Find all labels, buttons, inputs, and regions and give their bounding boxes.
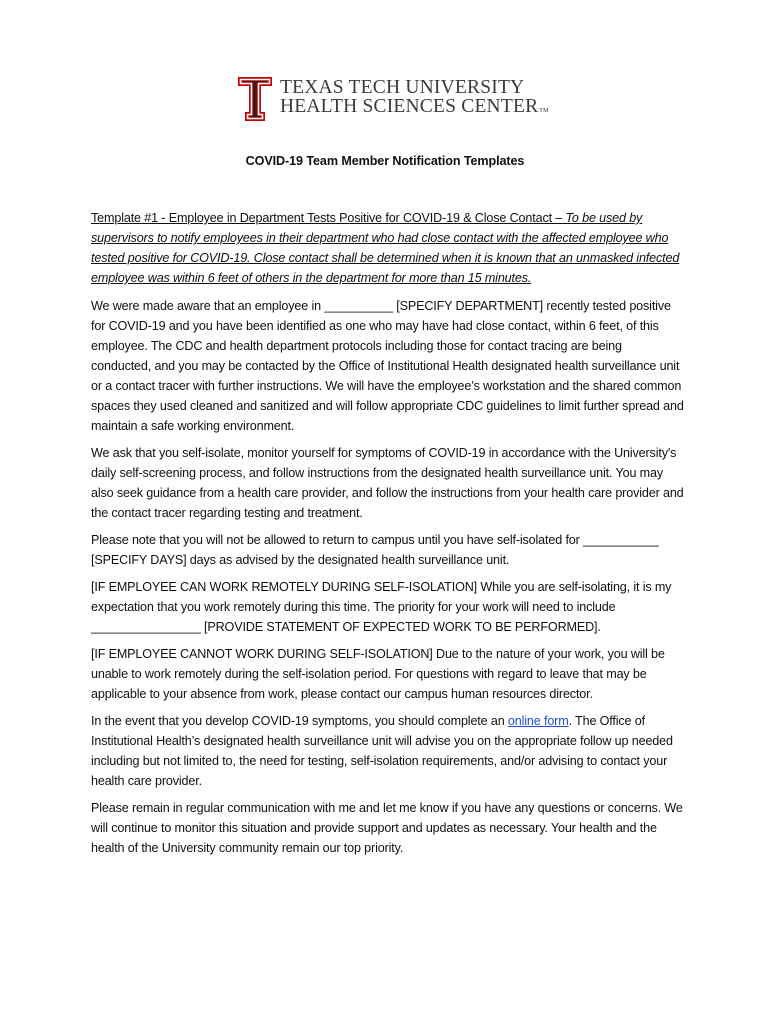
- template-heading: [91, 208, 685, 288]
- logo-line-university: TEXAS TECH UNIVERSITY: [280, 76, 525, 98]
- paragraph-closing: Please remain in regular communication with me and let me know if you have any questions or concerns. We will continue to monitor this situation and provide support and updates as necessary. Your health and the health of the University community remain our top priority.: [91, 801, 683, 855]
- paragraph-return-campus: Please note that you will not be allowed to return to campus until you have self-isolated for ___________ [SPECIFY DAYS] days as advised by the designated health surveillance unit.: [91, 533, 659, 567]
- paragraph-work-remotely: [IF EMPLOYEE CAN WORK REMOTELY DURING SELF-ISOLATION] While you are self-isolating, it is my expectation that you work remotely during this time. The priority for your work will need to include ________________ [PROVIDE STATEMENT OF EXPECTED WORK TO BE PERFORMED].: [91, 580, 672, 634]
- template-label: Template #1 - Employee in Department Tests Positive for COVID-19 & Close Contact –: [91, 211, 566, 225]
- paragraph-symptoms: [91, 711, 685, 791]
- symptoms-text-before: In the event that you develop COVID-19 symptoms, you should complete an: [91, 714, 508, 728]
- document-body: [91, 208, 685, 865]
- logo-line-hsc: [280, 97, 549, 121]
- document-title: COVID-19 Team Member Notification Templates: [245, 154, 525, 168]
- template-note: To be used by supervisors to notify employees in their department who had close contact with the affected employee who tested positive for COVID-19. Close contact shall be determined when it is known that an unmasked infected employee was within 6 feet of others in the department for more than 15 minutes.: [91, 211, 680, 285]
- online-form-link[interactable]: online form: [507, 714, 569, 728]
- paragraph-notification: We were made aware that an employee in __________ [SPECIFY DEPARTMENT] recently tested positive for COVID-19 and you have been identified as one who may have had close contact, within 6 feet, of this employee. The CDC and health department protocols including those for contact tracing are being conducted, and you may be contacted by the Office of Institutional Health designated health surveillance unit or a contact tracer with further instructions. We will have the employee’s workstation and the shared common spaces they used cleaned and sanitized and will follow appropriate CDC guidelines to limit further spread and maintain a safe working environment.: [91, 299, 684, 433]
- logo-trademark: TM: [539, 107, 549, 114]
- logo-line-hsc-text: HEALTH SCIENCES CENTER: [280, 95, 539, 117]
- ttuhsc-logo: [238, 76, 549, 122]
- paragraph-self-isolate: We ask that you self-isolate, monitor yourself for symptoms of COVID-19 in accordance with the University's daily self-screening process, and follow instructions from the designated health surveillance unit. You may also seek guidance from a health care provider, and follow the instructions from your health care provider and the contact tracer regarding testing and treatment.: [91, 446, 684, 520]
- symptoms-text-after: . The Office of Institutional Health’s designated health surveillance unit will advise you on the appropriate follow up needed including but not limited to, the need for testing, self-isolation requirements, and/or advising to contact your health care provider.: [91, 714, 673, 788]
- double-t-logo-icon: [238, 77, 272, 121]
- paragraph-cannot-work: [IF EMPLOYEE CANNOT WORK DURING SELF-ISOLATION] Due to the nature of your work, you will be unable to work remotely during the self-isolation period. For questions with regard to leave that may be applicable to your absence from work, please contact our campus human resources director.: [91, 647, 665, 701]
